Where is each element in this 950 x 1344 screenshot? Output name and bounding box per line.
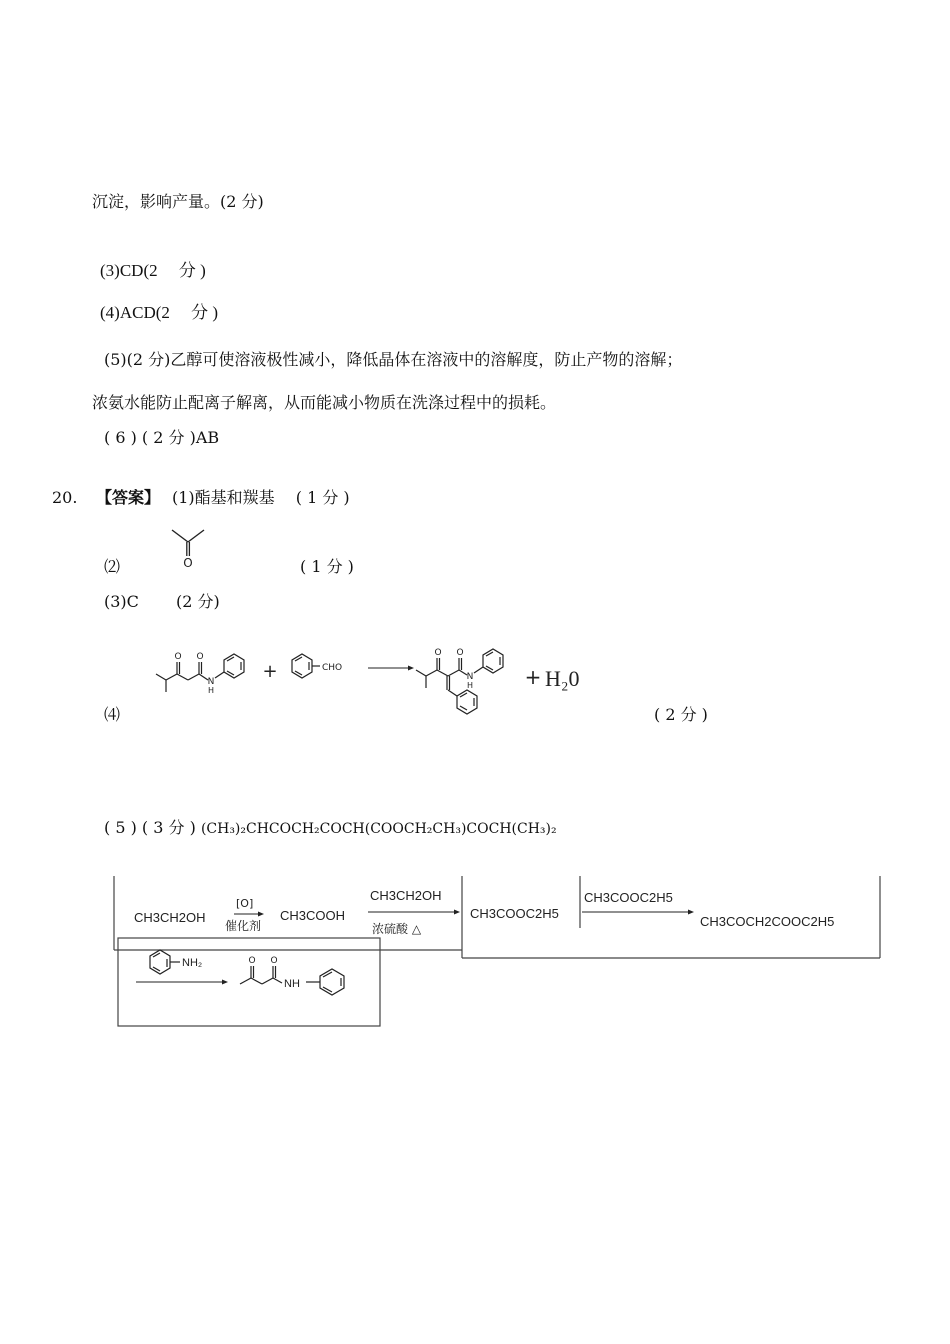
reaction-arrowhead — [408, 666, 414, 671]
oxygen-label: O — [196, 652, 204, 662]
q19-part3: (3)CD(2 分 ) — [100, 261, 206, 280]
arrowhead-1 — [258, 912, 264, 917]
q20-part4-label: ⑷ — [104, 705, 121, 724]
amine-group-label: NH₂ — [182, 957, 203, 969]
hydrogen-label: H — [466, 681, 474, 690]
catalyst-condition: 催化剂 — [225, 919, 262, 933]
aniline-structure — [150, 950, 180, 974]
q20-part3: (3)C (2 分) — [104, 592, 220, 611]
plus-sign: + — [524, 665, 542, 689]
oxygen-atom-label: O — [183, 556, 193, 570]
water-formula: H₂0 — [545, 666, 580, 691]
q20-part5-formula: (CH₃)₂CHCOCH₂COCH(COOCH₂CH₃)COCH(CH₃)₂ — [200, 821, 557, 837]
oxygen-label: O — [434, 648, 442, 658]
ethyl-acetate-reagent-label: CH3COOC2H5 — [584, 890, 673, 905]
q20-part5 — [104, 818, 557, 839]
q20-part2-label: ⑵ — [104, 557, 121, 576]
oxidation-condition: [O] — [236, 897, 254, 910]
q20-part1: (1)酯基和羰基 ( 1 分 ) — [172, 488, 350, 507]
nitrogen-label: N — [207, 677, 215, 687]
aldehyde-group-label: CHO — [322, 663, 343, 673]
amide-nh-label: NH — [284, 978, 300, 990]
q19-line1: 沉淀，影响产量。(2 分) — [92, 192, 264, 211]
q19-part5-line1: (5)(2 分)乙醇可使溶液极性减小，降低晶体在溶液中的溶解度，防止产物的溶解； — [104, 350, 683, 369]
nitrogen-label: N — [466, 672, 474, 682]
q19-part6: ( 6 ) ( 2 分 )AB — [104, 428, 220, 447]
plus-sign: + — [262, 661, 278, 682]
oxygen-label: O — [456, 648, 464, 658]
arrowhead-2 — [454, 910, 460, 915]
q20-number: 20. — [52, 488, 78, 507]
q20-part4-score: ( 2 分 ) — [654, 705, 708, 724]
arrowhead-3 — [688, 910, 694, 915]
product-structure — [416, 649, 503, 714]
acid-heat-condition: 浓硫酸 △ — [372, 922, 422, 936]
acetone-structure — [168, 528, 208, 570]
route-box-lines — [114, 876, 880, 1026]
q19-part4: (4)ACD(2 分 ) — [100, 303, 219, 322]
benzaldehyde-structure — [292, 654, 320, 678]
q20-part5-prefix: ( 5 ) ( 3 分 ) — [104, 818, 201, 837]
q20-part2-score: ( 1 分 ) — [300, 557, 354, 576]
ethanol-reagent-label: CH3CH2OH — [370, 888, 442, 903]
hydrogen-label: H — [207, 686, 215, 695]
oxygen-label: O — [270, 956, 278, 966]
ethanol-label: CH3CH2OH — [134, 910, 206, 925]
arrowhead-4 — [222, 980, 228, 985]
q19-part5-line2: 浓氨水能防止配离子解离，从而能减小物质在洗涤过程中的损耗。 — [92, 393, 557, 412]
acetic-acid-label: CH3COOH — [280, 908, 346, 923]
q20-answer-label: 【答案】 — [96, 488, 161, 507]
ethyl-acetate-label: CH3COOC2H5 — [470, 906, 559, 921]
reaction-equation — [140, 640, 600, 730]
ethyl-acetoacetate-label: CH3COCH2COOC2H5 — [700, 914, 835, 929]
oxygen-label: O — [174, 652, 182, 662]
oxygen-label: O — [248, 956, 256, 966]
synthesis-route — [110, 872, 890, 1032]
